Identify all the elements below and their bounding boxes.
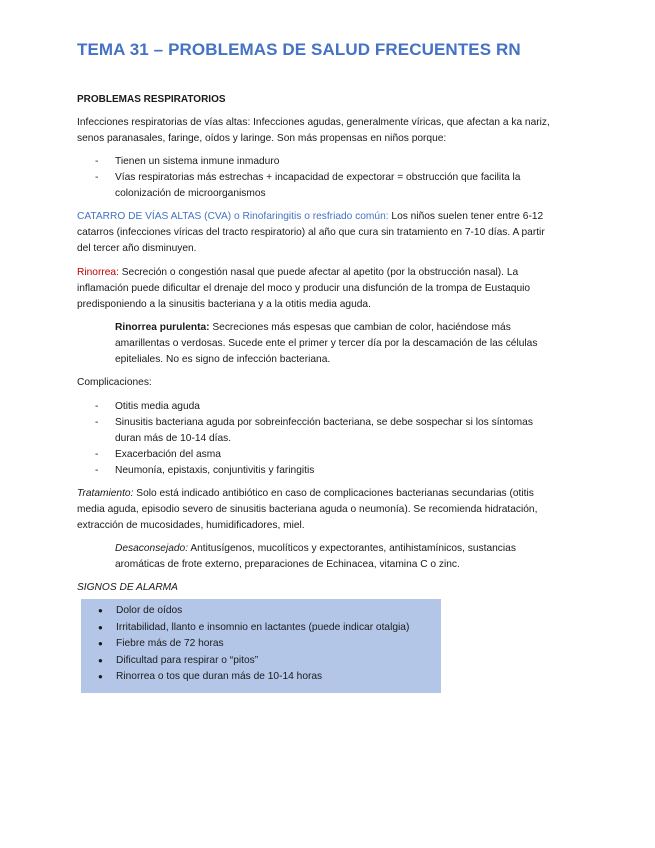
list-item-text: Tienen un sistema inmune inmaduro — [115, 156, 280, 167]
purulenta-text: Secreciones más espesas que cambian de color, haciéndose más — [209, 322, 511, 333]
catarro-label: CATARRO DE VÍAS ALTAS (CVA) o Rinofaringitis o resfriado común: — [77, 211, 389, 222]
alarma-item — [81, 603, 409, 620]
alarma-item-text: Dificultad para respirar o “pitos” — [116, 654, 259, 666]
tratamiento-text: Solo está indicado antibiótico en caso de complicaciones bacterianas secundarias (otitis — [133, 488, 534, 499]
bullet-icon: ● — [98, 622, 103, 632]
alarma-item — [81, 620, 409, 637]
desaconsejado-paragraph — [115, 541, 516, 573]
list-item — [77, 399, 533, 415]
desaconsejado-text: Antitusígenos, mucolíticos y expectorantes, antihistamínicos, sustancias — [188, 543, 516, 554]
purulenta-label: Rinorrea purulenta: — [115, 322, 210, 333]
alarma-item — [81, 653, 409, 670]
list-item-text: Exacerbación del asma — [115, 449, 221, 460]
alarma-item-text: Dolor de oídos — [116, 605, 183, 616]
catarro-text: del tercer año disminuyen. — [77, 243, 197, 254]
bullet-icon: ● — [98, 606, 103, 615]
intro-paragraph — [77, 115, 550, 147]
bullet-icon: ● — [98, 655, 103, 665]
tratamiento-text: media aguda, episodio severo de sinusitis bacteriana aguda o neumonía). Se recomienda hidratación, — [77, 504, 538, 515]
list-item-text: Vías respiratorias más estrechas + incapacidad de expectorar = obstrucción que facilita la — [115, 172, 521, 183]
alarma-item — [81, 669, 409, 686]
catarro-text: catarros (infecciones víricas del tracto respiratorio) al año que cura sin tratamiento en 7-10 días. A partir — [77, 227, 545, 238]
complicaciones-heading: Complicaciones: — [77, 377, 152, 388]
purulenta-text: epiteliales. No es signo de infección bacteriana. — [115, 354, 331, 365]
reasons-list — [77, 154, 520, 202]
purulenta-text: amarillentas o verdosas. Sucede ente el primer y tercer día por la descamación de las células — [115, 338, 538, 349]
tratamiento-text: extracción de mucosidades, humidificadores, miel. — [77, 520, 305, 531]
alarma-list — [81, 603, 409, 686]
tratamiento-paragraph — [77, 486, 537, 534]
alarma-item-text: Rinorrea o tos que duran más de 10-14 horas — [116, 671, 323, 682]
intro-line: senos paranasales, faringe, oídos y laringe. Son más propensas en niños porque: — [77, 133, 447, 144]
dash-marker: - — [95, 172, 99, 183]
dash-marker: - — [95, 417, 99, 428]
list-item — [77, 154, 520, 170]
list-item — [77, 415, 533, 447]
tratamiento-label: Tratamiento: — [77, 488, 134, 499]
alarma-heading: SIGNOS DE ALARMA — [77, 582, 178, 593]
complicaciones-list — [77, 399, 533, 479]
list-item — [77, 170, 520, 202]
catarro-text: Los niños suelen tener entre 6-12 — [388, 211, 544, 222]
dash-marker: - — [95, 401, 99, 412]
list-item-text: colonización de microorganismos — [115, 188, 266, 199]
list-item-text: Sinusitis bacteriana aguda por sobreinfección bacteriana, se debe sospechar si los síntomas — [115, 417, 533, 428]
list-item — [77, 447, 533, 463]
list-item — [77, 463, 533, 479]
list-item-text: Otitis media aguda — [115, 401, 200, 412]
desaconsejado-label: Desaconsejado: — [115, 543, 189, 554]
desaconsejado-text: aromáticas de frote externo, preparaciones de Echinacea, vitamina C o zinc. — [115, 559, 460, 570]
alarma-item-text: Fiebre más de 72 horas — [116, 638, 224, 649]
page-title: TEMA 31 – PROBLEMAS DE SALUD FRECUENTES RN — [77, 40, 521, 59]
bullet-icon: ● — [98, 672, 103, 681]
rinorrea-text: predisponiendo a la sinusitis bacteriana y a la otitis media aguda. — [77, 299, 371, 310]
purulenta-paragraph — [115, 320, 537, 368]
list-item-text: Neumonía, epistaxis, conjuntivitis y faringitis — [115, 465, 315, 476]
dash-marker: - — [95, 449, 99, 460]
catarro-paragraph — [77, 209, 545, 257]
list-item-text: duran más de 10-14 días. — [115, 433, 232, 444]
bullet-icon: ● — [98, 639, 103, 648]
dash-marker: - — [95, 156, 99, 167]
section-heading: PROBLEMAS RESPIRATORIOS — [77, 94, 226, 105]
intro-line: Infecciones respiratorias de vías altas: Infecciones agudas, generalmente víricas, que afectan a ka nariz, — [77, 117, 550, 128]
alarma-item — [81, 636, 409, 653]
rinorrea-label: Rinorrea: — [77, 267, 119, 278]
rinorrea-text: Secreción o congestión nasal que puede afectar al apetito (por la obstrucción nasal). La — [118, 267, 519, 278]
rinorrea-text: inflamación puede dificultar el drenaje del moco y producir una disfunción de la trompa de Eustaquio — [77, 283, 531, 294]
dash-marker: - — [95, 465, 99, 476]
alarma-item-text: Irritabilidad, llanto e insomnio en lactantes (puede indicar otalgia) — [116, 621, 410, 633]
rinorrea-paragraph — [77, 265, 530, 313]
